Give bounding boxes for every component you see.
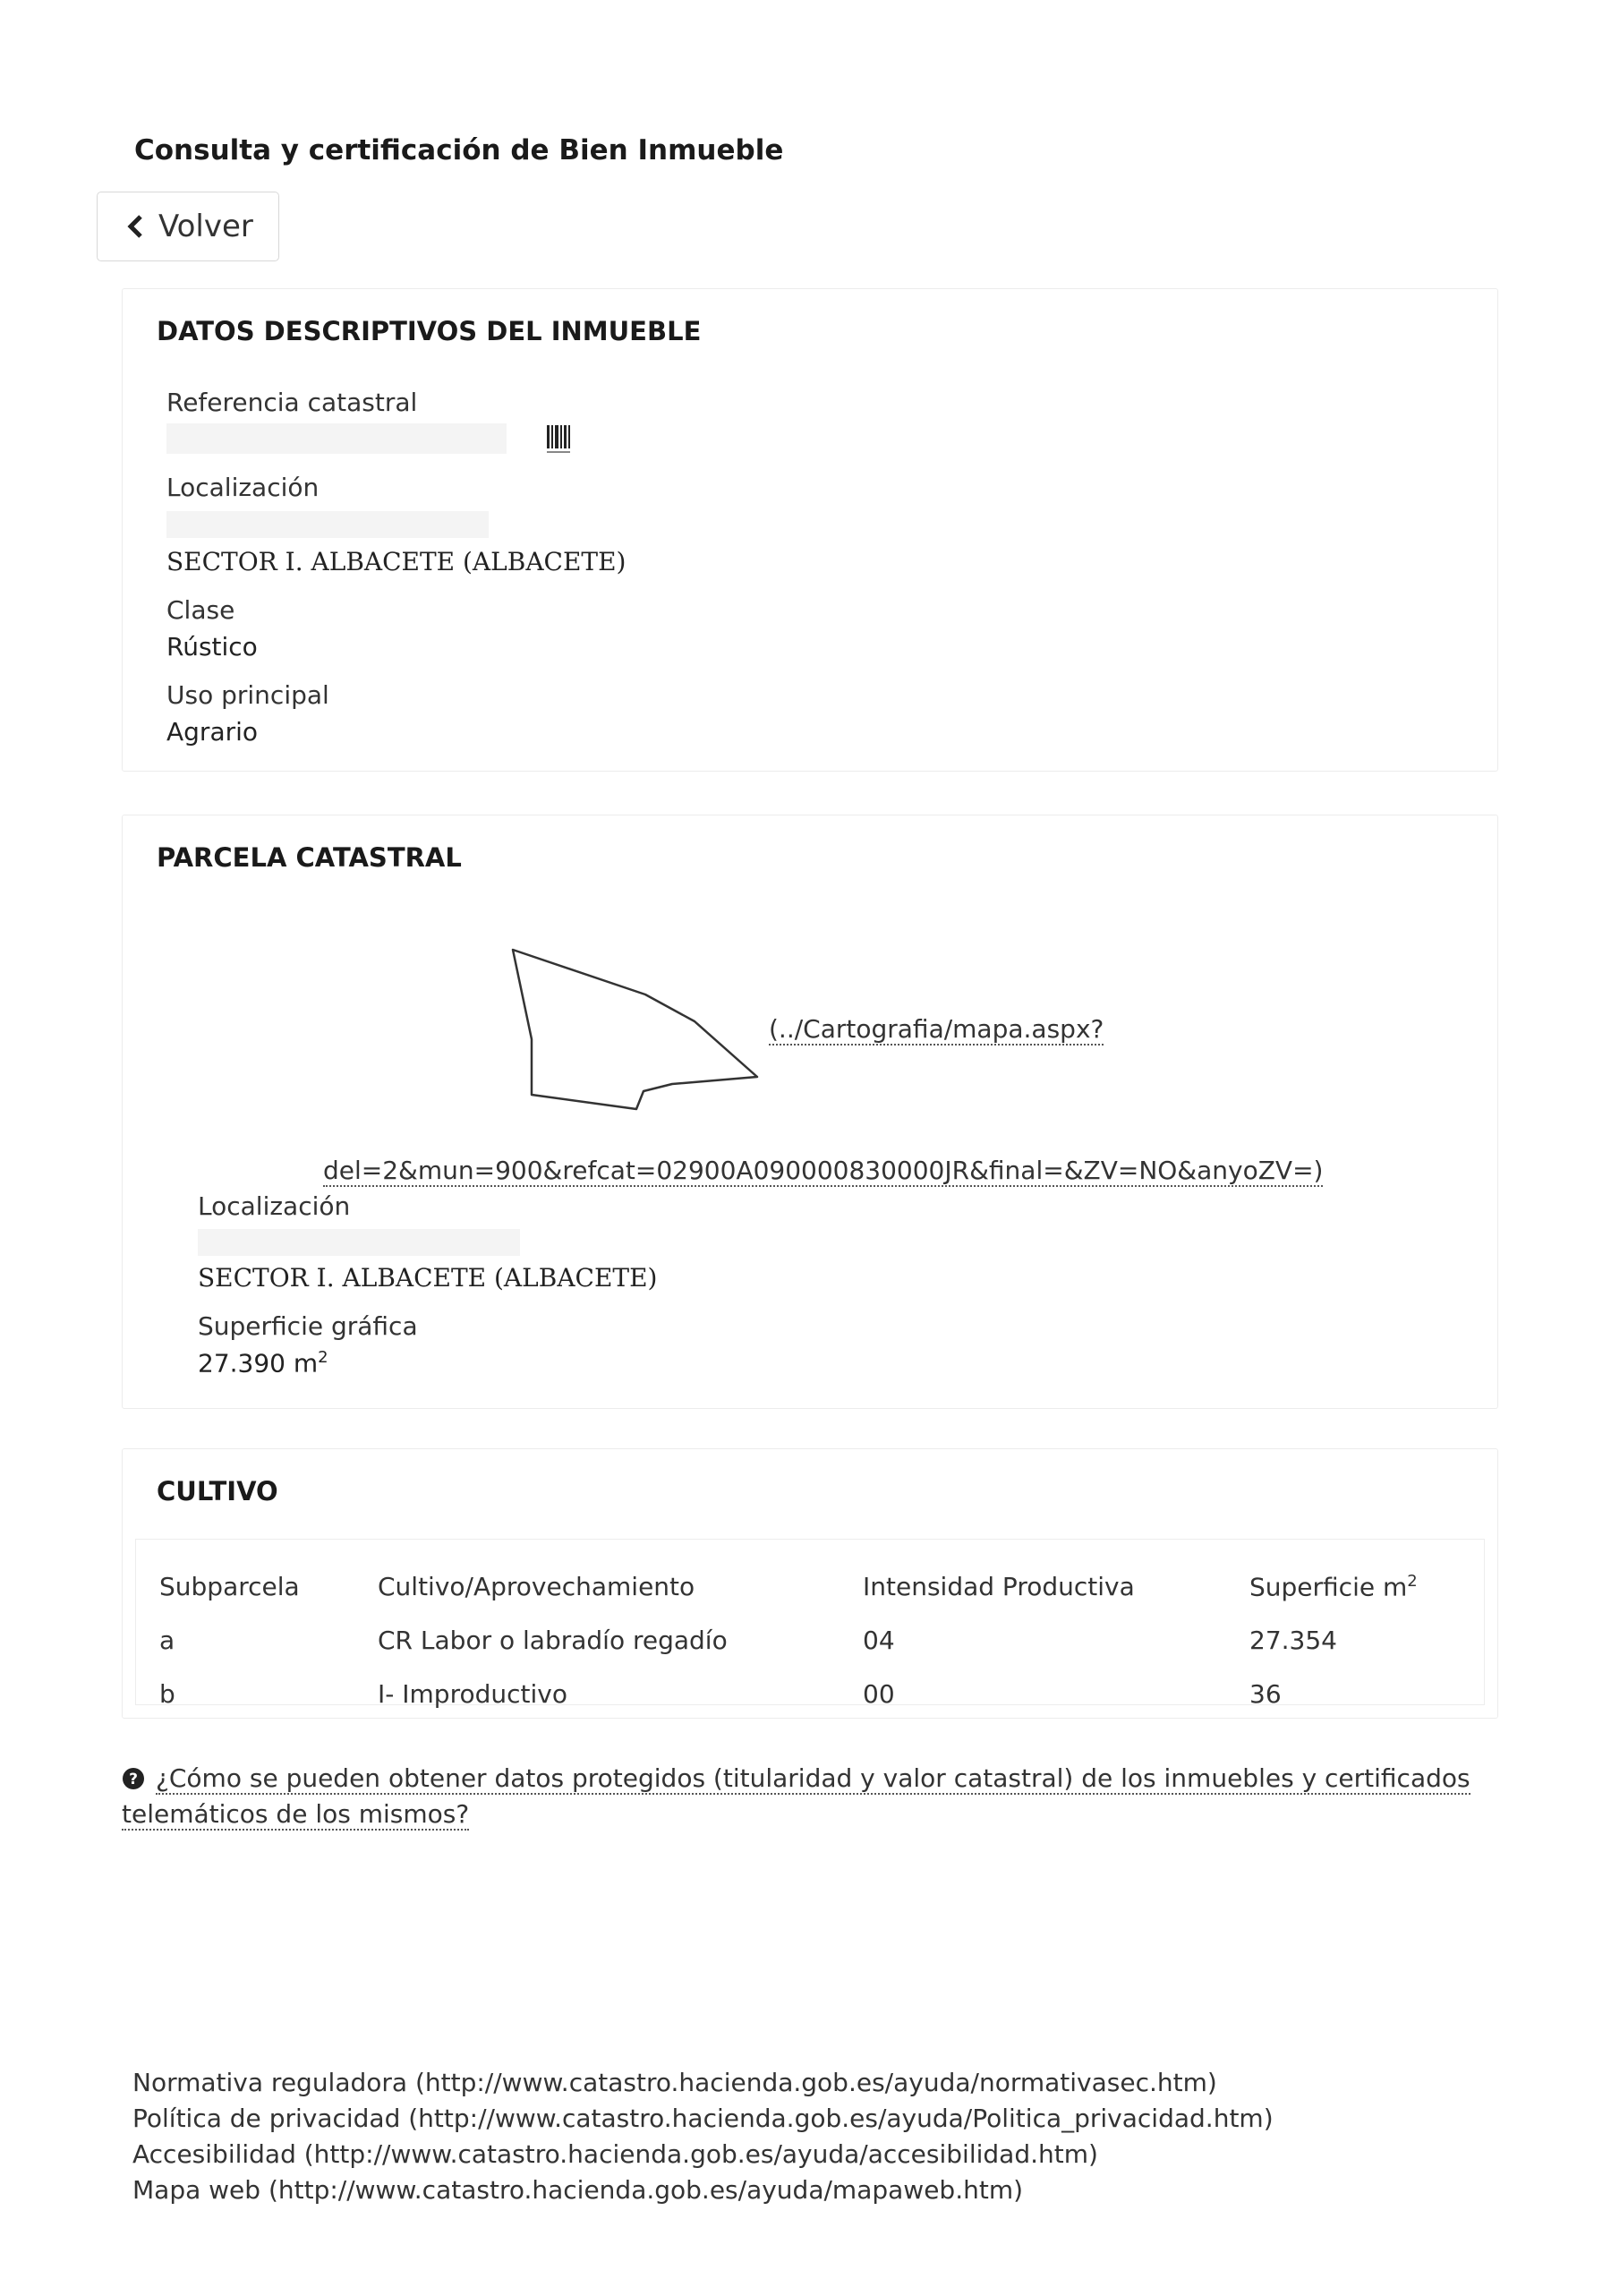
cultivo-panel — [122, 1448, 1498, 1719]
ref-catastral-value — [166, 423, 507, 454]
ref-catastral-label: Referencia catastral — [166, 388, 418, 417]
datos-descriptivos-title: DATOS DESCRIPTIVOS DEL INMUEBLE — [157, 316, 702, 346]
page-title: Consulta y certificación de Bien Inmueble — [134, 134, 784, 166]
row-b-intensidad: 00 — [863, 1679, 895, 1709]
parcela-localizacion-label: Localización — [198, 1191, 351, 1221]
row-a-intensidad: 04 — [863, 1626, 895, 1655]
parcela-localizacion-value: SECTOR I. ALBACETE (ALBACETE) — [198, 1263, 658, 1293]
footer-link-privacidad[interactable]: Política de privacidad (http://www.catastro.hacienda.gob.es/ayuda/Politica_privacidad.htm) — [132, 2104, 1274, 2133]
cultivo-title: CULTIVO — [157, 1476, 278, 1506]
superficie-grafica-value — [198, 1348, 328, 1378]
row-a-subparcela: a — [159, 1626, 175, 1655]
svg-text:?: ? — [129, 1771, 138, 1788]
help-link-line1[interactable]: ¿Cómo se pueden obtener datos protegidos (titularidad y valor catastral) de los inmuebles y certificados — [156, 1763, 1470, 1793]
header-superficie-exponent: 2 — [1407, 1572, 1418, 1591]
uso-value: Agrario — [166, 717, 259, 747]
row-a-cultivo: CR Labor o labradío regadío — [378, 1626, 728, 1655]
footer-link-mapa-web[interactable]: Mapa web (http://www.catastro.hacienda.gob.es/ayuda/mapaweb.htm) — [132, 2175, 1024, 2205]
localizacion-value: SECTOR I. ALBACETE (ALBACETE) — [166, 547, 626, 576]
row-b-superficie: 36 — [1249, 1679, 1282, 1709]
back-button[interactable] — [97, 192, 279, 261]
footer-link-normativa[interactable]: Normativa reguladora (http://www.catastro.hacienda.gob.es/ayuda/normativasec.htm) — [132, 2068, 1217, 2097]
parcela-title: PARCELA CATASTRAL — [157, 842, 462, 873]
parcela-panel — [122, 815, 1498, 1409]
localizacion-redacted — [166, 511, 489, 538]
header-superficie-text: Superficie m — [1249, 1572, 1408, 1602]
uso-label: Uso principal — [166, 680, 329, 710]
clase-label: Clase — [166, 595, 235, 625]
localizacion-label: Localización — [166, 473, 320, 502]
map-link-part1[interactable]: (../Cartografia/mapa.aspx? — [769, 1014, 1104, 1044]
row-b-cultivo: I- Improductivo — [378, 1679, 567, 1709]
superficie-grafica-label: Superficie gráfica — [198, 1311, 418, 1341]
row-a-superficie: 27.354 — [1249, 1626, 1337, 1655]
header-intensidad: Intensidad Productiva — [863, 1572, 1135, 1601]
parcel-shape-image[interactable] — [502, 941, 788, 1120]
barcode-icon[interactable] — [545, 423, 572, 456]
superficie-grafica-number: 27.390 m — [198, 1348, 319, 1378]
header-subparcela: Subparcela — [159, 1572, 300, 1601]
header-superficie — [1249, 1572, 1418, 1601]
chevron-left-icon — [126, 214, 144, 239]
datos-descriptivos-panel — [122, 288, 1498, 772]
clase-value: Rústico — [166, 632, 258, 661]
map-link-part2[interactable]: del=2&mun=900&refcat=02900A090000830000JR&final=&ZV=NO&anyoZV=) — [323, 1156, 1324, 1185]
back-button-label: Volver — [158, 209, 253, 244]
superficie-grafica-exponent: 2 — [318, 1348, 328, 1367]
footer-link-accesibilidad[interactable]: Accesibilidad (http://www.catastro.hacienda.gob.es/ayuda/accesibilidad.htm) — [132, 2139, 1098, 2169]
question-circle-icon — [122, 1767, 145, 1790]
row-b-subparcela: b — [159, 1679, 175, 1709]
help-link-line2[interactable]: telemáticos de los mismos? — [122, 1799, 470, 1829]
header-cultivo: Cultivo/Aprovechamiento — [378, 1572, 695, 1601]
parcela-localizacion-redacted — [198, 1229, 520, 1256]
cultivo-table — [135, 1539, 1485, 1709]
